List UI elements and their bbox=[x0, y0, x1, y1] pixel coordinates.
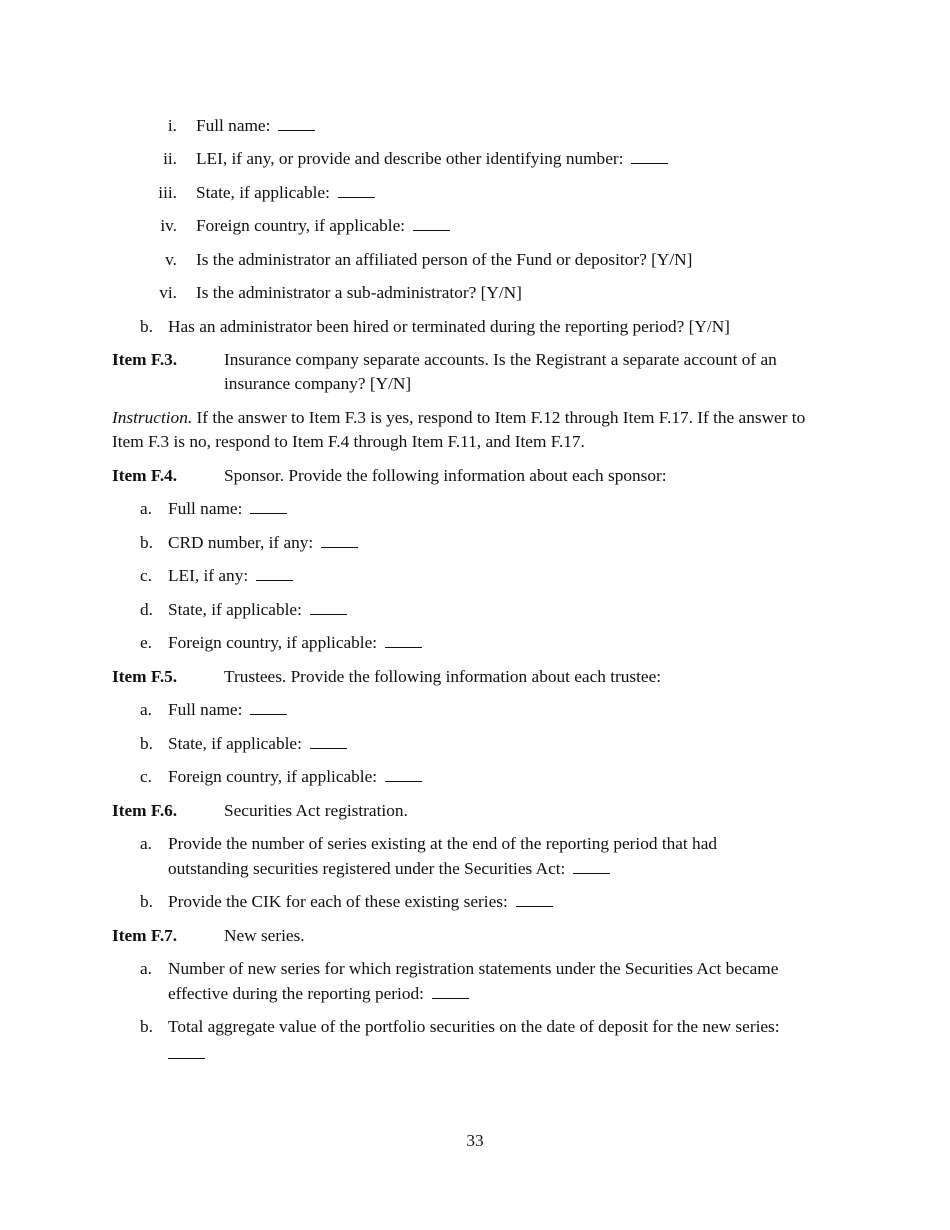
answer-blank[interactable] bbox=[310, 733, 347, 749]
list-marker: v. bbox=[165, 250, 177, 269]
item-text: New series. bbox=[224, 926, 305, 945]
item-text: LEI, if any, or provide and describe other identifying number: bbox=[196, 149, 624, 168]
item-label: Item F.6. bbox=[112, 801, 178, 820]
answer-blank[interactable] bbox=[250, 699, 287, 715]
answer-blank[interactable] bbox=[338, 182, 375, 198]
list-marker: c. bbox=[140, 566, 152, 585]
list-marker: ii. bbox=[163, 149, 177, 168]
list-marker: b. bbox=[140, 892, 153, 911]
item-text: Has an administrator been hired or terminated during the reporting period? [Y/N] bbox=[168, 317, 730, 336]
answer-blank[interactable] bbox=[385, 632, 422, 648]
item-text: Foreign country, if applicable: bbox=[168, 633, 378, 652]
list-marker: iv. bbox=[160, 216, 177, 235]
answer-blank[interactable] bbox=[168, 1043, 205, 1059]
item-text-line2: effective during the reporting period: bbox=[168, 984, 424, 1003]
item-label: Item F.5. bbox=[112, 667, 178, 686]
answer-blank[interactable] bbox=[321, 532, 358, 548]
answer-blank[interactable] bbox=[250, 498, 287, 514]
answer-blank[interactable] bbox=[278, 115, 315, 131]
list-marker: iii. bbox=[158, 183, 177, 202]
answer-blank[interactable] bbox=[385, 766, 422, 782]
list-marker: a. bbox=[140, 499, 152, 518]
list-marker: d. bbox=[140, 600, 153, 619]
item-text: State, if applicable: bbox=[168, 734, 302, 753]
item-text: Trustees. Provide the following information about each trustee: bbox=[224, 667, 662, 686]
list-marker: a. bbox=[140, 834, 152, 853]
answer-blank[interactable] bbox=[413, 215, 450, 231]
item-text: Foreign country, if applicable: bbox=[196, 216, 406, 235]
answer-blank[interactable] bbox=[310, 599, 347, 615]
item-text: State, if applicable: bbox=[168, 600, 302, 619]
answer-blank[interactable] bbox=[516, 891, 553, 907]
item-text: Full name: bbox=[168, 499, 243, 518]
item-text-line2: outstanding securities registered under the Securities Act: bbox=[168, 859, 566, 878]
item-text: LEI, if any: bbox=[168, 566, 249, 585]
item-label: Item F.7. bbox=[112, 926, 178, 945]
answer-blank[interactable] bbox=[432, 983, 469, 999]
item-text-line1: Number of new series for which registration statements under the Securities Act became bbox=[168, 959, 779, 978]
page-number: 33 bbox=[466, 1131, 484, 1150]
item-label: Item F.3. bbox=[112, 350, 178, 369]
list-marker: b. bbox=[140, 734, 153, 753]
answer-blank[interactable] bbox=[256, 565, 293, 581]
list-marker: i. bbox=[167, 116, 177, 135]
list-marker: e. bbox=[140, 633, 152, 652]
item-text: Foreign country, if applicable: bbox=[168, 767, 378, 786]
item-text: Full name: bbox=[168, 700, 243, 719]
item-text: Securities Act registration. bbox=[224, 801, 408, 820]
item-text: Is the administrator a sub-administrator? [Y/N] bbox=[196, 283, 522, 302]
list-marker: b. bbox=[140, 1017, 153, 1036]
list-marker: a. bbox=[140, 700, 152, 719]
list-marker: a. bbox=[140, 959, 152, 978]
item-text: Provide the CIK for each of these existing series: bbox=[168, 892, 508, 911]
list-marker: b. bbox=[140, 317, 153, 336]
answer-blank[interactable] bbox=[573, 858, 610, 874]
answer-blank[interactable] bbox=[631, 148, 668, 164]
item-text: Full name: bbox=[196, 116, 271, 135]
item-text: Is the administrator an affiliated person of the Fund or depositor? [Y/N] bbox=[196, 250, 693, 269]
item-text: Insurance company separate accounts. Is the Registrant a separate account of an insurance company? [Y/N] bbox=[224, 350, 777, 393]
item-label: Item F.4. bbox=[112, 466, 178, 485]
item-text: State, if applicable: bbox=[196, 183, 330, 202]
instruction-paragraph bbox=[112, 406, 812, 454]
item-text: Total aggregate value of the portfolio securities on the date of deposit for the new series: bbox=[168, 1017, 780, 1036]
list-marker: c. bbox=[140, 767, 152, 786]
list-marker: vi. bbox=[159, 283, 177, 302]
instruction-lead: Instruction. bbox=[112, 408, 193, 427]
item-text: Sponsor. Provide the following information about each sponsor: bbox=[224, 466, 667, 485]
item-text-line1: Provide the number of series existing at the end of the reporting period that had bbox=[168, 834, 718, 853]
list-marker: b. bbox=[140, 533, 153, 552]
instruction-text: If the answer to Item F.3 is yes, respond to Item F.12 through Item F.17. If the answer to Item F.3 is no, respond to Item F.4 through Item F.11, and Item F.17. bbox=[112, 408, 806, 451]
item-text: CRD number, if any: bbox=[168, 533, 314, 552]
